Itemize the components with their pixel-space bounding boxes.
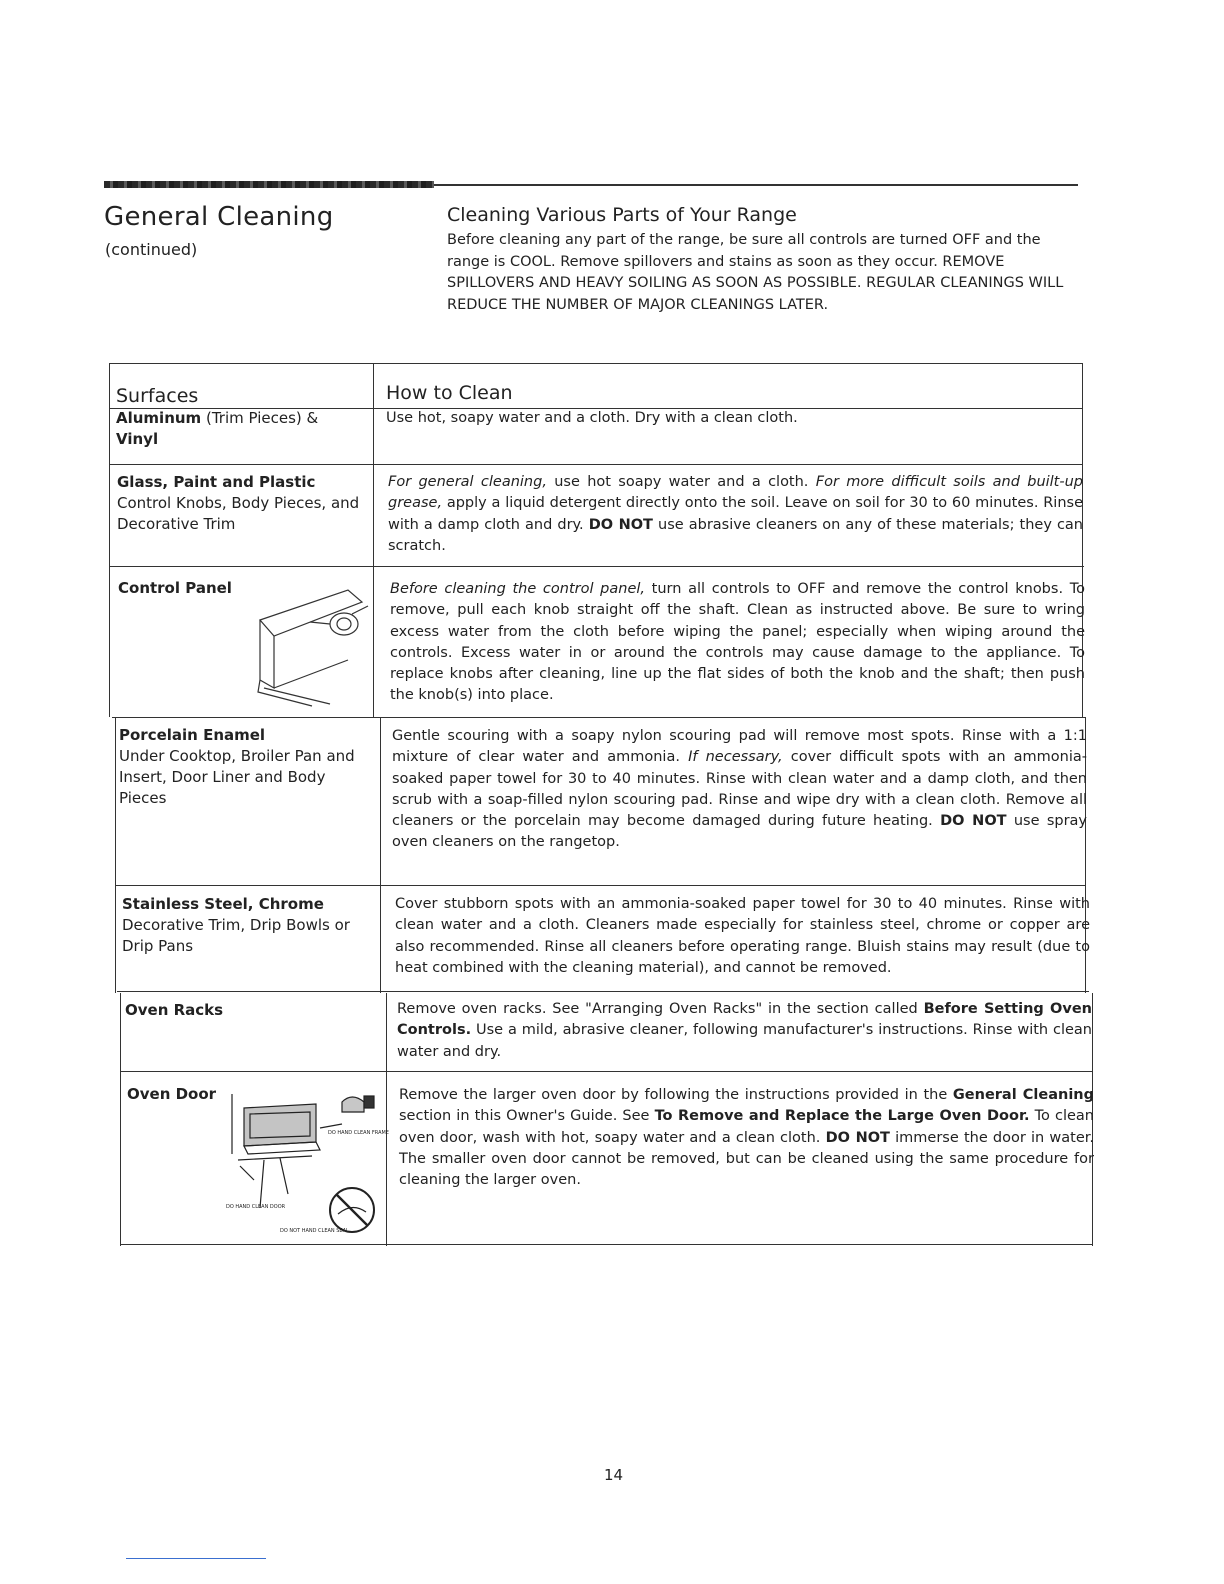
surface-stainless-steel-chrome <box>122 894 372 957</box>
column-header-how-to-clean: How to Clean <box>386 382 513 404</box>
clean-instructions-aluminum: Use hot, soapy water and a cloth. Dry with a clean cloth. <box>386 410 798 426</box>
page-number: 14 <box>604 1466 624 1484</box>
header-rule-line <box>434 184 1078 186</box>
surface-name: Aluminum (Trim Pieces) & <box>116 409 319 427</box>
control-panel-illustration <box>252 584 374 708</box>
surface-name: Stainless Steel, Chrome <box>122 895 324 913</box>
clean-instructions-oven-racks: Remove oven racks. See "Arranging Oven Racks" in the section called Before Setting Oven Controls. Use a mild, abrasive cleaner, following manufacturer's instructions. Rinse with clean water and dry. <box>397 1001 1092 1060</box>
table-row-divider <box>109 464 1083 465</box>
table-column-divider <box>386 993 387 1246</box>
table-border-left <box>109 363 110 717</box>
surface-description: Decorative Trim, Drip Bowls or Drip Pans <box>122 916 350 955</box>
clean-instructions-glass: For general cleaning, use hot soapy water and a cloth. For more difficult soils and built-up grease, apply a liquid detergent directly onto the soil. Leave on soil for 30 to 60 minutes. Rinse with a damp cloth and dry. DO NOT use abrasive cleaners on any of these materials; they can scratch. <box>388 474 1084 554</box>
clean-instructions-porcelain: Gentle scouring with a soapy nylon scouring pad will remove most spots. Rinse with a 1:1 mixture of clear water and ammonia. If necessary, cover difficult spots with an ammonia-soaked paper towel for 30 to 40 minutes. Rinse with clean water and a damp cloth, and then scrub with a soap-filled nylon scouring pad. Rinse and wipe dry with a clean cloth. Remove all cleaners or the porcelain may become damaged during future heating. DO NOT use spray oven cleaners on the rangetop. <box>392 728 1088 851</box>
table-row-divider <box>115 885 1086 886</box>
table-border-bottom <box>121 1244 1093 1245</box>
section-title: General Cleaning <box>104 202 334 232</box>
surface-oven-racks <box>125 1000 375 1021</box>
oven-door-illustration <box>224 1090 389 1240</box>
section-subtitle: (continued) <box>105 240 198 259</box>
clean-instructions-stainless: Cover stubborn spots with an ammonia-soaked paper towel for 30 to 40 minutes. Rinse with clean water and a cloth. Cleaners made especially for stainless steel, chrome or copper are also recommended. Rinse all cleaners before operating range. Bluish stains may result (due to heat combined with the cleaning material), and cannot be removed. <box>395 896 1090 976</box>
surface-name: Porcelain Enamel <box>119 726 266 744</box>
table-row-divider <box>120 1071 1092 1072</box>
table-row-divider <box>117 991 1089 992</box>
intro-title: Cleaning Various Parts of Your Range <box>447 204 797 226</box>
surface-description: Control Knobs, Body Pieces, and Decorative Trim <box>117 494 360 533</box>
surface-description: Under Cooktop, Broiler Pan and Insert, Door Liner and Body Pieces <box>119 747 355 807</box>
surface-name-secondary: Vinyl <box>116 430 159 448</box>
surface-name: Oven Racks <box>125 1001 224 1019</box>
surface-aluminum-vinyl <box>116 408 366 450</box>
column-header-surfaces: Surfaces <box>116 385 199 407</box>
clean-instructions-oven-door: Remove the larger oven door by following the instructions provided in the General Cleaning section in this Owner's Guide. See To Remove and Replace the Large Oven Door. To clean oven door, wash with hot, soapy water and a clean cloth. DO NOT immerse the door in water. The smaller oven door cannot be removed, but can be cleaned using the same procedure for cleaning the larger oven. <box>399 1087 1095 1189</box>
surface-glass-paint-plastic <box>117 472 367 535</box>
table-border-left <box>115 717 116 993</box>
table-row-divider <box>110 566 1084 567</box>
footer-rule <box>126 1558 266 1559</box>
oven-door-label-door: DO HAND CLEAN DOOR <box>226 1204 286 1210</box>
table-column-divider <box>380 717 381 993</box>
surface-name: Glass, Paint and Plastic <box>117 473 316 491</box>
header-rule-dark <box>104 181 434 188</box>
surface-name: Control Panel <box>118 579 232 597</box>
surface-porcelain-enamel <box>119 725 369 809</box>
clean-instructions-control-panel: Before cleaning the control panel, turn all controls to OFF and remove the control knobs. To remove, pull each knob straight off the shaft. Clean as instructed above. Be sure to wring excess water from the cloth before wiping the panel; especially when wiping around the controls. Excess water in or around the controls may cause damage to the appliance. To replace knobs after cleaning, line up the flat sides of both the knob and the shaft; then push the knob(s) into place. <box>390 581 1085 704</box>
table-border-left <box>120 993 121 1246</box>
oven-door-label-frame: DO HAND CLEAN FRAME <box>328 1130 389 1136</box>
table-row-divider <box>112 717 1086 718</box>
intro-text: Before cleaning any part of the range, be sure all controls are turned OFF and the range is COOL. Remove spillovers and stains as soon as they occur. REMOVE SPILLOVERS AND HEAVY SOILING AS SOON AS POSSIBLE. REGULAR CLEANINGS WILL REDUCE THE NUMBER OF MAJOR CLEANINGS LATER. <box>447 232 1064 313</box>
surface-name: Oven Door <box>127 1085 217 1103</box>
table-border-top <box>109 363 1083 364</box>
oven-door-label-seal: DO NOT HAND CLEAN SEAL <box>280 1228 349 1234</box>
